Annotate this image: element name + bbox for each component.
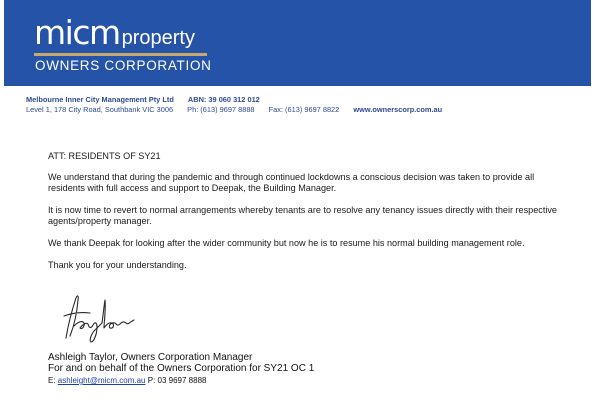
signature-block	[48, 352, 314, 374]
contact-line	[48, 376, 206, 385]
paragraph-4: Thank you for your understanding.	[48, 260, 187, 270]
on-behalf-line: For and on behalf of the Owners Corporation for SY21 OC 1	[48, 363, 315, 374]
company-website-link[interactable]: www.ownerscorp.com.au	[353, 105, 443, 114]
company-fax: Fax: (613) 9697 8822	[268, 105, 340, 114]
logo-micm-text: micm	[34, 13, 120, 52]
attention-line: ATT: RESIDENTS OF SY21	[48, 151, 161, 161]
company-name: Melbourne Inner City Management Pty Ltd	[26, 95, 174, 104]
paragraph-2: It is now time to revert to normal arrangements whereby tenants are to resolve any tenancy issues directly with their respective agents/property manager.	[48, 205, 557, 226]
company-address: Level 1, 178 City Road, Southbank VIC 3006	[26, 105, 174, 114]
company-details	[26, 95, 454, 115]
email-link[interactable]: ashleight@micm.com.au	[57, 376, 146, 385]
handwritten-signature	[60, 292, 160, 344]
company-logo	[34, 13, 195, 52]
logo-subtitle: OWNERS CORPORATION	[35, 58, 212, 73]
company-phone: Ph: (613) 9697 8888	[187, 105, 255, 114]
paragraph-3: We thank Deepak for looking after the wider community but now he is to resume his normal building management role.	[48, 238, 525, 248]
company-abn: ABN: 39 060 312 012	[187, 95, 260, 104]
letter-body	[48, 151, 570, 282]
paragraph-1: We understand that during the pandemic and through continued lockdowns a conscious decision was taken to provide all residents with full access and support to Deepak, the Building Manager.	[48, 172, 535, 193]
letterhead-banner	[4, 0, 591, 86]
contact-phone: P: 03 9697 8888	[147, 376, 207, 385]
logo-gold-rule	[34, 53, 207, 56]
logo-property-text: property	[121, 27, 195, 49]
email-label: E:	[48, 376, 56, 385]
signatory-name-title: Ashleigh Taylor, Owners Corporation Manager	[48, 352, 253, 363]
